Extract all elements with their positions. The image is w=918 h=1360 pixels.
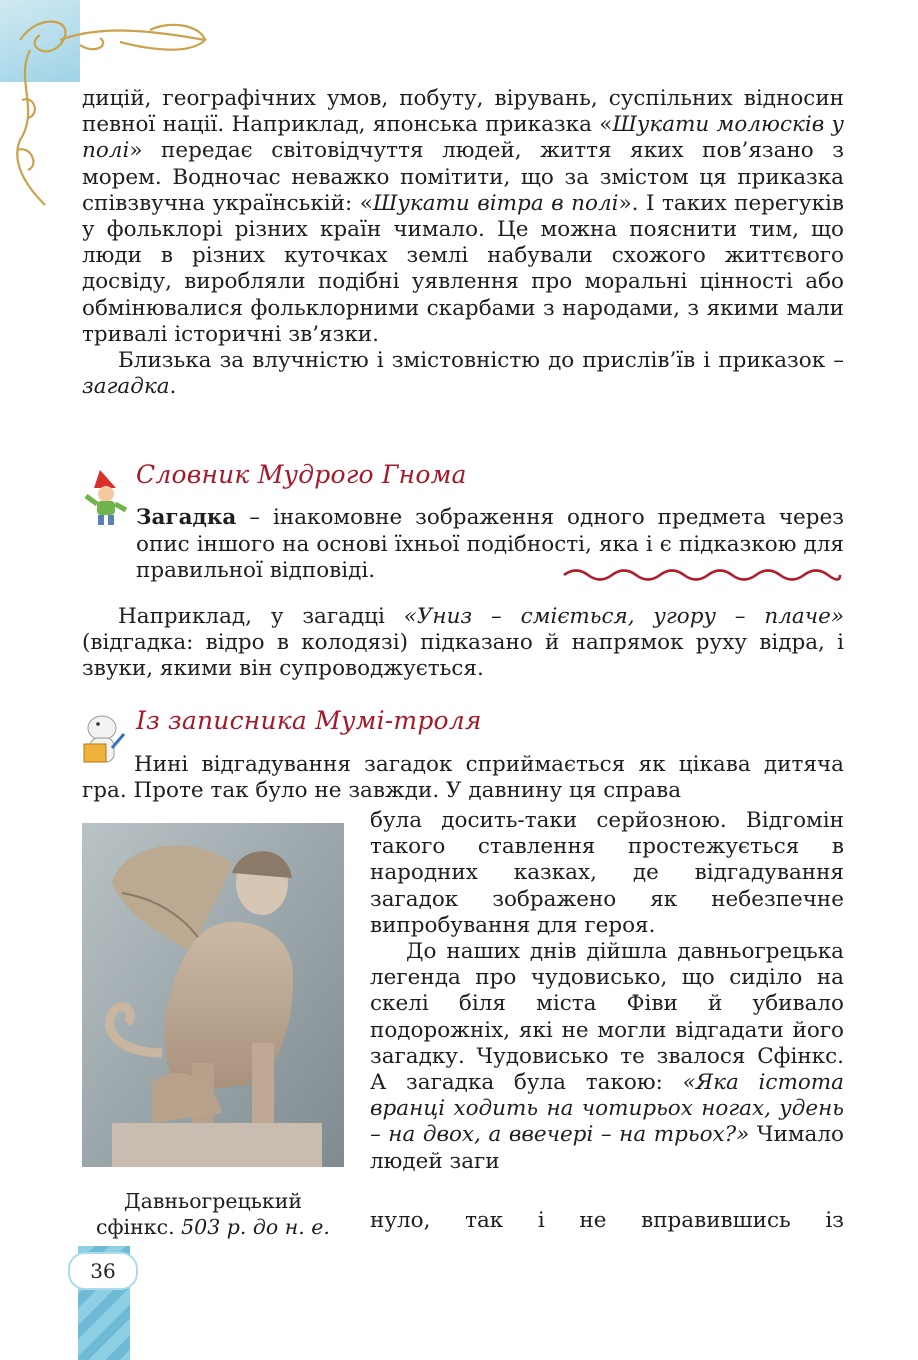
moomin-intro-text: Нині відгадування загадок сприймається як цікава дитяча гра. Проте так було не завжди. У давнину ця справа — [82, 752, 844, 804]
last-word: так — [465, 1208, 504, 1233]
para2-text: Близька за влучністю і змістовністю до прислів’їв і приказок – — [118, 348, 844, 374]
moomin-notebook-heading: Із записника Мумі-троля — [136, 706, 482, 735]
example-start: Наприклад, у загадці — [118, 604, 404, 629]
caption-line2: сфінкс. — [96, 1215, 182, 1239]
sphinx-riddle: «Яка істота вранці ходить на чотирьох ногах, удень – на двох, а ввечері – на трьох?» — [370, 1070, 844, 1148]
para2-term: загадка — [82, 374, 170, 400]
last-word: не — [579, 1208, 607, 1233]
caption-line1: Давньогрецький — [123, 1189, 303, 1213]
intro-paragraph — [82, 86, 844, 400]
japanese-proverb: Шукати молюсків у полі — [82, 112, 844, 164]
ukrainian-proverb: Шукати вітра в полі — [372, 190, 619, 216]
column-paragraph-2-end: Чимало людей заги — [370, 1122, 844, 1174]
last-word: і — [537, 1208, 545, 1233]
definition-text: – інакомовне зображення одного предмета через опис іншого на основі їхньої подібності, яка і є підказкою для правильної відповіді. — [136, 505, 844, 583]
example-riddle: «Униз – сміється, угору – плаче» — [403, 604, 844, 629]
photo-caption — [82, 1188, 344, 1240]
last-word: нуло, — [370, 1208, 431, 1233]
sphinx-image — [82, 823, 344, 1167]
column-paragraph-2: До наших днів дійшла давньогрецька легенда про чудовисько, що сиділо на скелі біля міста Фіви й убивало подорожніх, які не могли відгадати його загадку. Чудовисько те звалося Сфінкс. А загадка була такою: — [370, 939, 844, 1096]
gnome-dictionary-heading: Словник Мудрого Гнома — [136, 460, 467, 489]
definition-term: Загадка — [136, 505, 237, 530]
intro-text-1: дицій, географічних умов, побуту, вірувань, суспільних відносин певної нації. Наприклад, японська приказка « — [82, 86, 844, 138]
last-word: із — [825, 1208, 844, 1233]
column-paragraph-1: була досить-таки серйозною. Відгомін такого ставлення простежується в народних казках, де відгадування загадок зображено як небезпечне випробування для героя. — [370, 808, 844, 938]
page-number: 36 — [68, 1252, 138, 1290]
intro-text-3: ». І таких перегуків у фольклорі різних країн чимало. Це можна пояснити тим, що люди в різних куточках землі набували схожого життєвого досвіду, виробляли подібні уявлення про моральні цінності або обмінювалися фольклорними скарбами з народами, з якими мали тривалі історичні зв’язки. — [82, 190, 844, 347]
caption-date: 503 р. до н. е. — [181, 1215, 330, 1239]
last-line — [370, 1208, 844, 1234]
riddle-intro-paragraph — [82, 348, 844, 400]
right-column — [370, 808, 844, 1175]
example-paragraph — [82, 604, 844, 683]
last-word: вправившись — [641, 1208, 791, 1233]
moomin-line1 — [82, 752, 844, 804]
intro-text-2: » передає світовідчуття людей, життя яких пов’язано з морем. Водночас неважко помітити, що за змістом ця приказка співзвучна українській: « — [82, 138, 844, 216]
para2-end: . — [169, 374, 177, 400]
gnome-icon — [82, 466, 132, 530]
sphinx-photo — [82, 823, 344, 1167]
wavy-underline — [562, 566, 842, 584]
example-rest: (відгадка: відро в колодязі) підказано й напрямок руху відра, і звуки, якими він супроводжується. — [82, 630, 844, 682]
